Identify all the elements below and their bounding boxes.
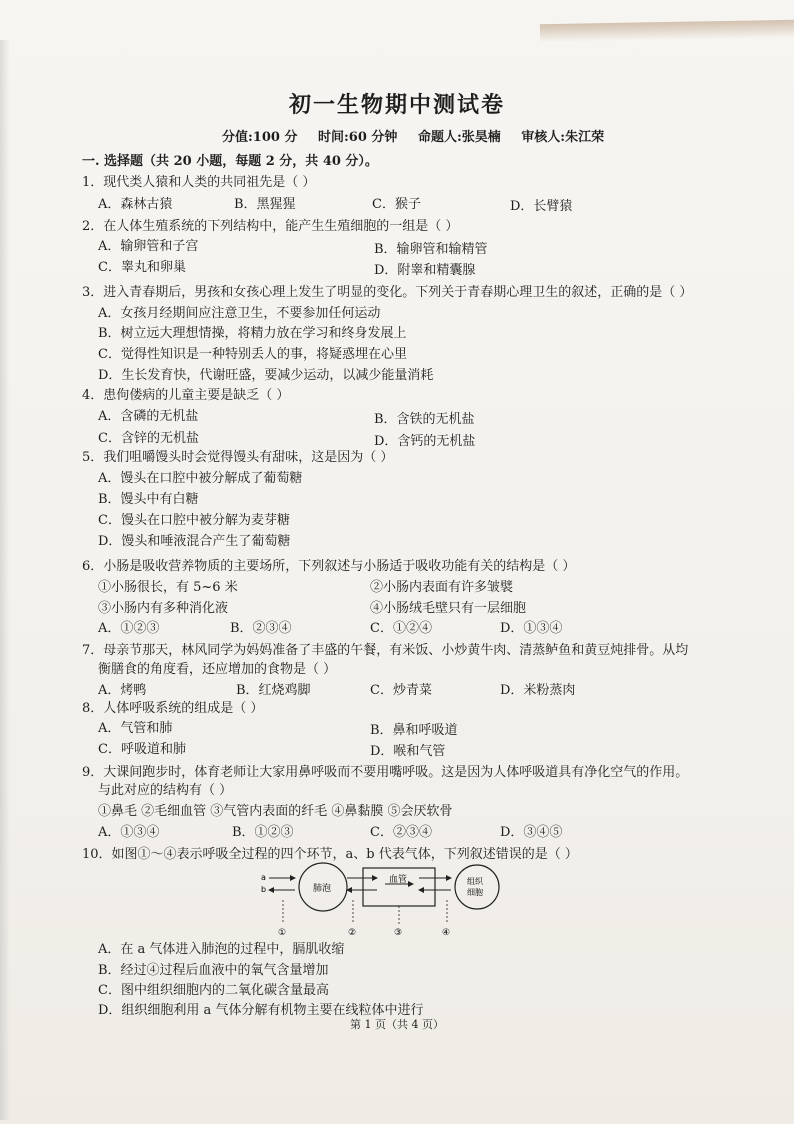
q7-option-c: C．炒青菜 (370, 683, 432, 698)
q3-option-c: C．觉得性知识是一种特别丢人的事，将疑惑埋在心里 (98, 347, 407, 362)
meta-score: 分值:100 分 (222, 130, 298, 145)
page-title: 初一生物期中测试卷 (288, 92, 505, 118)
q7-stem-continued: 衡膳食的角度看，还应增加的食物是（ ） (98, 662, 337, 677)
q7-option-a: A．烤鸭 (98, 683, 147, 698)
meta-author: 命题人:张昊楠 (417, 130, 501, 145)
q6-option-a: A．①②③ (98, 621, 160, 636)
q6-item-3: ③小肠内有多种消化液 (98, 601, 229, 616)
q9-option-b: B．①②③ (232, 825, 294, 840)
q1-stem: 1．现代类人猿和人类的共同祖先是（ ） (82, 175, 316, 190)
q5-stem: 5．我们咀嚼馒头时会觉得馒头有甜味，这是因为（ ） (82, 450, 394, 465)
q2-option-c: C．睾丸和卵巢 (98, 260, 186, 275)
page-footer: 第 1 页（共 4 页） (350, 1018, 444, 1031)
q1-option-b: B．黑猩猩 (234, 197, 296, 212)
q5-option-b: B．馒头中有白糖 (98, 492, 199, 507)
q10-option-a: A．在 a 气体进入肺泡的过程中，膈肌收缩 (98, 942, 345, 957)
q5-option-a: A．馒头在口腔中被分解成了葡萄糖 (98, 471, 303, 486)
q8-option-c: C．呼吸道和肺 (98, 742, 186, 757)
page-shadow (540, 20, 794, 42)
q4-option-c: C．含锌的无机盐 (98, 431, 199, 446)
q1-option-a: A．森林古猿 (98, 197, 173, 212)
q10-option-b: B．经过④过程后血液中的氧气含量增加 (98, 963, 329, 978)
tissue-label-2: 细胞 (467, 888, 483, 897)
meta-time: 时间:60 分钟 (318, 130, 398, 145)
q3-option-d: D．生长发育快，代谢旺盛，要减少运动，以减少能量消耗 (98, 368, 434, 383)
q8-option-d: D．喉和气管 (370, 744, 446, 759)
q5-option-d: D．馒头和唾液混合产生了葡萄糖 (98, 534, 291, 549)
q2-option-d: D．附睾和精囊腺 (374, 263, 476, 278)
gas-label-b: b (261, 885, 267, 894)
tissue-cell-shape (455, 865, 499, 909)
alveolus-label: 肺泡 (313, 884, 332, 894)
exam-meta (222, 126, 620, 145)
q10-stem: 10．如图①～④表示呼吸全过程的四个环节，a、b 代表气体，下列叙述错误的是（ ） (82, 847, 578, 862)
q9-option-c: C．②③④ (370, 825, 432, 840)
q6-option-c: C．①②④ (370, 621, 432, 636)
q8-stem: 8．人体呼吸系统的组成是（ ） (82, 701, 264, 716)
step-label-2: ② (348, 928, 357, 938)
q6-option-b: B．②③④ (230, 621, 292, 636)
q2-stem: 2．在人体生殖系统的下列结构中，能产生生殖细胞的一组是（ ） (82, 219, 459, 234)
q4-option-d: D．含钙的无机盐 (374, 434, 476, 449)
q6-option-d: D．①③④ (500, 621, 563, 636)
q8-option-b: B．鼻和呼吸道 (370, 723, 458, 738)
q1-option-c: C．猴子 (372, 197, 421, 212)
tissue-label-1: 组织 (467, 877, 483, 886)
q3-option-a: A．女孩月经期间应注意卫生，不要参加任何运动 (98, 306, 381, 321)
meta-reviewer: 审核人:朱江荣 (521, 130, 605, 145)
step-label-3: ③ (394, 928, 403, 938)
q10-option-c: C．图中组织细胞内的二氧化碳含量最高 (98, 983, 329, 998)
q2-option-b: B．输卵管和输精管 (374, 242, 488, 257)
respiration-diagram (255, 860, 525, 938)
q4-option-b: B．含铁的无机盐 (374, 412, 475, 427)
q9-items: ①鼻毛 ②毛细血管 ③气管内表面的纤毛 ④鼻黏膜 ⑤会厌软骨 (98, 804, 453, 819)
q7-option-b: B．红烧鸡脚 (236, 683, 311, 698)
vessel-box (363, 868, 435, 906)
q6-item-1: ①小肠很长，有 5~6 米 (98, 580, 238, 595)
q6-item-4: ④小肠绒毛壁只有一层细胞 (370, 601, 527, 616)
q7-option-d: D．米粉蒸肉 (500, 683, 576, 698)
gas-label-a: a (261, 873, 266, 882)
q10-option-d: D．组织细胞利用 a 气体分解有机物主要在线粒体中进行 (98, 1003, 424, 1018)
q5-option-c: C．馒头在口腔中被分解为麦芽糖 (98, 513, 290, 528)
q9-option-d: D．③④⑤ (500, 825, 563, 840)
step-label-1: ① (278, 928, 287, 938)
q6-stem: 6．小肠是吸收营养物质的主要场所，下列叙述与小肠适于吸收功能有关的结构是（ ） (82, 559, 576, 574)
q1-option-d: D．长臂猿 (510, 199, 573, 214)
section-heading: 一. 选择题（共 20 小题，每题 2 分，共 40 分）。 (82, 154, 378, 169)
q9-option-a: A．①③④ (98, 825, 160, 840)
q6-item-2: ②小肠内表面有许多皱襞 (370, 580, 514, 595)
q3-option-b: B．树立远大理想情操，将精力放在学习和终身发展上 (98, 326, 407, 341)
q9-stem: 9．大课间跑步时，体育老师让大家用鼻呼吸而不要用嘴呼吸。这是因为人体呼吸道具有净化空气的作用。 (82, 765, 689, 780)
vessel-label: 血管 (389, 875, 408, 885)
q7-stem: 7．母亲节那天，林风同学为妈妈准备了丰盛的午餐，有米饭、小炒黄牛肉、清蒸鲈鱼和黄豆炖排骨。从均 (82, 643, 689, 658)
q9-stem-continued: 与此对应的结构有（ ） (98, 783, 233, 798)
q4-option-a: A．含磷的无机盐 (98, 409, 199, 424)
q8-option-a: A．气管和肺 (98, 721, 173, 736)
q4-stem: 4．患佝偻病的儿童主要是缺乏（ ） (82, 388, 290, 403)
step-label-4: ④ (442, 928, 451, 938)
page-shadow-left (0, 40, 10, 1120)
q3-stem: 3．进入青春期后，男孩和女孩心理上发生了明显的变化。下列关于青春期心理卫生的叙述，正确的是（ ） (82, 285, 693, 300)
q2-option-a: A．输卵管和子宫 (98, 239, 199, 254)
